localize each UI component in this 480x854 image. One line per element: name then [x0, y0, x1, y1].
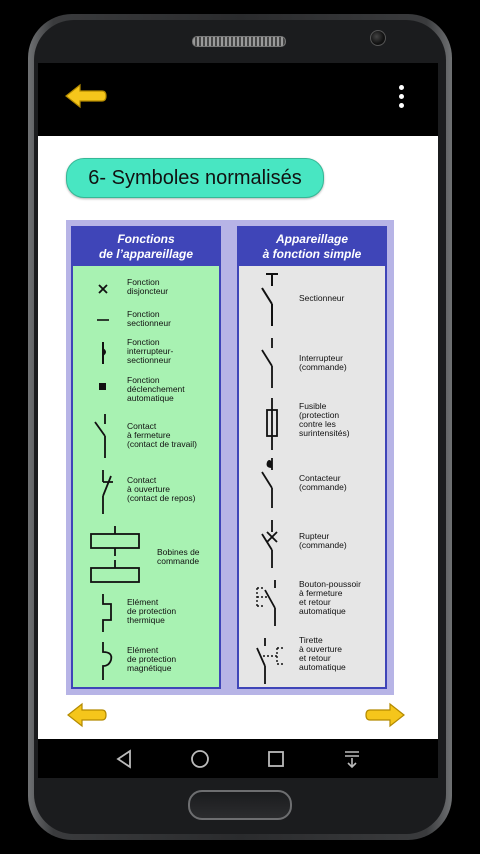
content-area — [38, 136, 438, 739]
list-item: Fonction déclenchement automatique — [73, 374, 219, 406]
nav-recents-icon[interactable] — [264, 747, 288, 771]
list-item: Elément de protection magnétique — [73, 640, 219, 684]
page-title: 6- Symboles normalisés — [66, 158, 324, 198]
nav-notifications-icon[interactable] — [340, 747, 364, 771]
list-item: Fonction sectionneur — [73, 308, 219, 336]
contact-open-symbol-icon — [89, 412, 119, 460]
list-item: Elément de protection thermique — [73, 592, 219, 636]
push-button-symbol-icon — [253, 578, 287, 628]
list-item: Tirette à ouverture et retour automatique — [239, 636, 385, 688]
contactor-symbol-icon — [257, 456, 287, 510]
magnetic-protection-symbol-icon — [89, 640, 119, 682]
list-item: Sectionneur — [239, 270, 385, 330]
list-item: Fonction interrupteur- sectionneur — [73, 336, 219, 372]
disconnector-symbol-icon — [257, 270, 287, 328]
system-navigation-bar — [38, 739, 438, 778]
panel-fonctions — [71, 226, 221, 689]
front-camera — [370, 30, 386, 46]
list-item: Bouton-poussoir à fermeture et retour automatique — [239, 578, 385, 630]
back-arrow-icon[interactable] — [64, 81, 108, 111]
home-hardware-button[interactable] — [188, 790, 292, 820]
page-navigation — [38, 693, 438, 733]
screen — [38, 63, 438, 778]
previous-page-arrow-icon[interactable] — [66, 701, 108, 729]
next-page-arrow-icon[interactable] — [364, 701, 406, 729]
list-item: Interrupteur (commande) — [239, 336, 385, 392]
coil-symbol-icon — [85, 526, 145, 584]
list-item: Contact à ouverture (contact de repos) — [73, 468, 219, 518]
list-item: Fonction disjoncteur — [73, 274, 219, 304]
list-item: Contacteur (commande) — [239, 456, 385, 512]
square-symbol-icon — [89, 374, 119, 406]
breaker-switch-symbol-icon — [257, 518, 287, 570]
overflow-menu-icon[interactable] — [394, 85, 408, 115]
fuse-symbol-icon — [257, 396, 287, 452]
nav-back-icon[interactable] — [112, 747, 136, 771]
symbols-diagram — [66, 220, 394, 695]
contact-closed-symbol-icon — [89, 468, 119, 516]
switch-symbol-icon — [257, 336, 287, 390]
panel-header-appareillage: Appareillage à fonction simple — [239, 228, 385, 266]
cross-symbol-icon — [89, 274, 119, 306]
pull-switch-symbol-icon — [253, 636, 287, 686]
list-item: Fusible (protection contre les surintensités) — [239, 396, 385, 454]
list-item: Bobines de commande — [73, 526, 219, 584]
panel-appareillage — [237, 226, 387, 689]
nav-home-icon[interactable] — [188, 747, 212, 771]
list-item: Contact à fermeture (contact de travail) — [73, 412, 219, 462]
speaker-grille — [192, 36, 286, 47]
list-item: Rupteur (commande) — [239, 518, 385, 572]
thermal-protection-symbol-icon — [89, 592, 119, 634]
app-bar — [38, 63, 438, 136]
panel-header-fonctions: Fonctions de l’appareillage — [73, 228, 219, 266]
interrupter-disconnector-symbol-icon — [89, 336, 119, 368]
